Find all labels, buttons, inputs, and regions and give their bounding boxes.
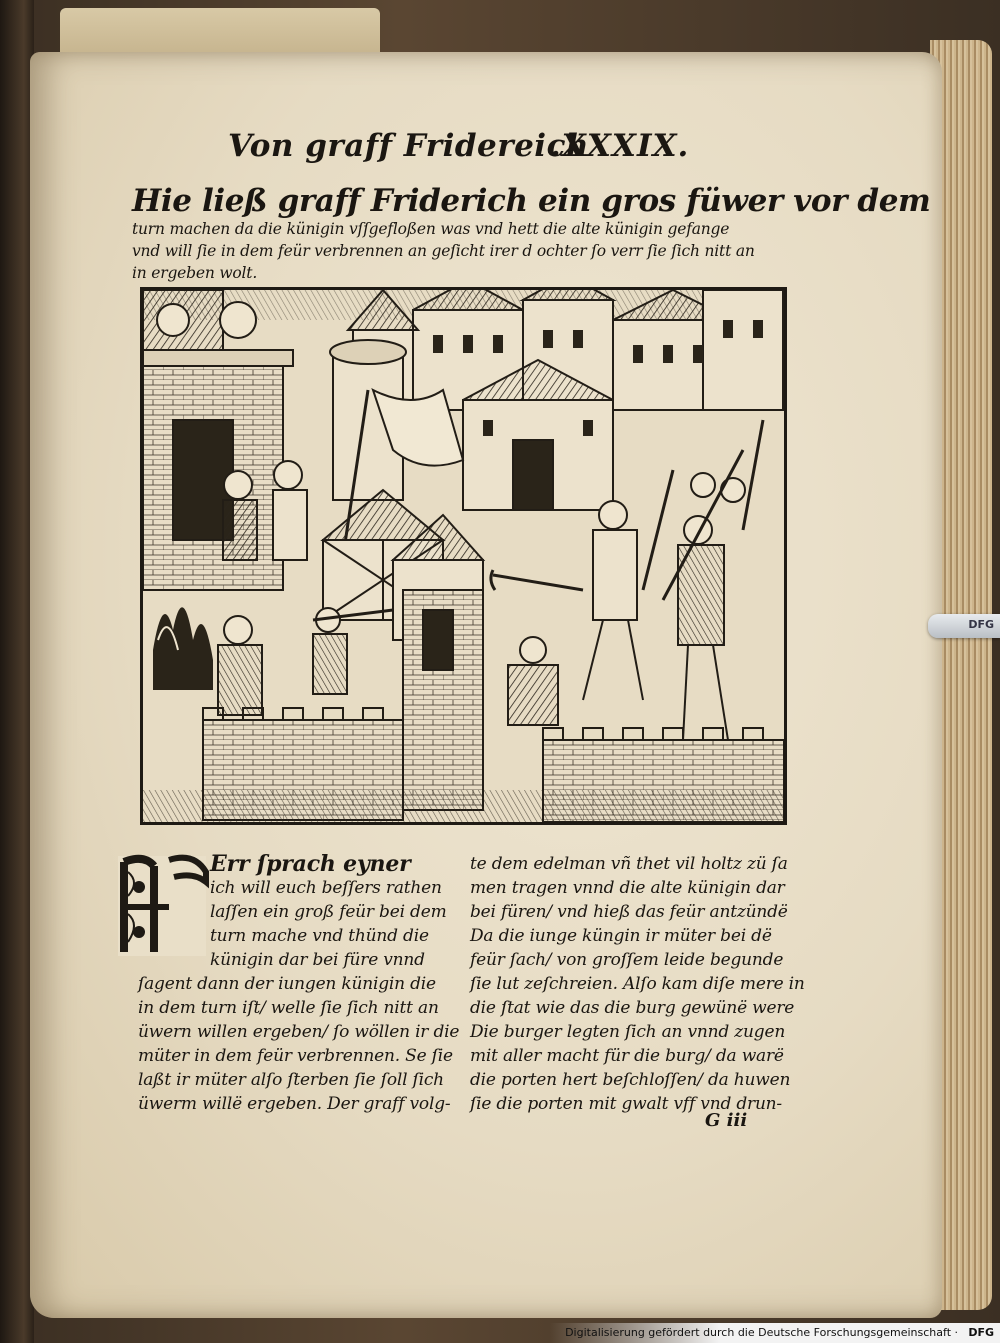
text-line: laßt ir müter alſo ſterben ſie ſoll ſich — [138, 1070, 444, 1090]
text-line: müter in dem feür verbrennen. Se ſie — [138, 1046, 453, 1066]
heading-line-1: Hie ließ graff Friderich ein gros füwer vor dem — [132, 183, 931, 219]
text-line: bei füren/ vnd hieß das feür antzündë — [470, 902, 788, 922]
book-binding — [0, 0, 34, 1343]
text-line: laſſen ein groß feür bei dem — [210, 902, 447, 922]
heading-line-4: in ergeben wolt. — [132, 264, 258, 282]
text-line: in dem turn iſt/ welle ſie ſich nitt an — [138, 998, 439, 1018]
text-line: ſie die porten mit gwalt vff vnd drun- — [470, 1094, 782, 1114]
heading-line-3: vnd will ſie in dem feür verbrennen an geſicht irer d ochter ſo verr ſie ſich nitt an — [132, 242, 755, 260]
text-line: ſagent dann der iungen künigin die — [138, 974, 436, 994]
text-line: die ſtat wie das die burg gewünë were — [470, 998, 795, 1018]
running-header — [228, 128, 698, 174]
page-clip-tab — [928, 614, 1000, 638]
text-line: men tragen vnnd die alte künigin dar — [470, 878, 785, 898]
text-line: ſie lut zeſchreien. Alſo kam diſe mere in — [470, 974, 805, 994]
text-line: üwerm willë ergeben. Der graff volg- — [138, 1094, 451, 1114]
text-line: üwern willen ergeben/ ſo wöllen ir die — [138, 1022, 460, 1042]
page-stack-top — [60, 8, 380, 56]
chapter-heading — [132, 183, 931, 284]
left-text-column — [138, 852, 468, 1116]
text-line: künigin dar bei füre vnnd — [210, 950, 425, 970]
text-line: te dem edelman vñ thet vil holtz zü ſa — [470, 854, 788, 874]
footer-credit: Digitalisierung gefördert durch die Deutsche Forschungsgemeinschaft · — [565, 1326, 958, 1339]
text-line: turn mache vnd thünd die — [210, 926, 429, 946]
heading-line-2: turn machen da die künigin vſſgefloßen was vnd hett die alte künigin gefange — [132, 220, 730, 238]
gathering-signature: G iii — [705, 1110, 748, 1131]
running-title: Von graff Fridereich — [228, 128, 589, 164]
text-line: die porten hert beſchloſſen/ da huwen — [470, 1070, 791, 1090]
digitization-footer — [0, 1323, 1000, 1343]
folio-number: .XXXIX. — [550, 128, 690, 164]
text-line: ich will euch beſſers rathen — [210, 878, 442, 898]
text-line: Err ſprach eyner — [210, 851, 411, 877]
text-line: Die burger legten ſich an vnnd zugen — [470, 1022, 786, 1042]
right-text-column — [470, 852, 805, 1116]
dfg-logo: DFG — [968, 1326, 994, 1339]
text-line: Da die iunge küngin ir müter bei dë — [470, 926, 772, 946]
text-line: feür ſach/ von groſſem leide begunde — [470, 950, 784, 970]
woodcut-drawing — [143, 290, 784, 822]
woodcut-illustration — [140, 287, 787, 825]
clip-label: DFG — [968, 618, 994, 631]
text-line: mit aller macht für die burg/ da warë — [470, 1046, 784, 1066]
